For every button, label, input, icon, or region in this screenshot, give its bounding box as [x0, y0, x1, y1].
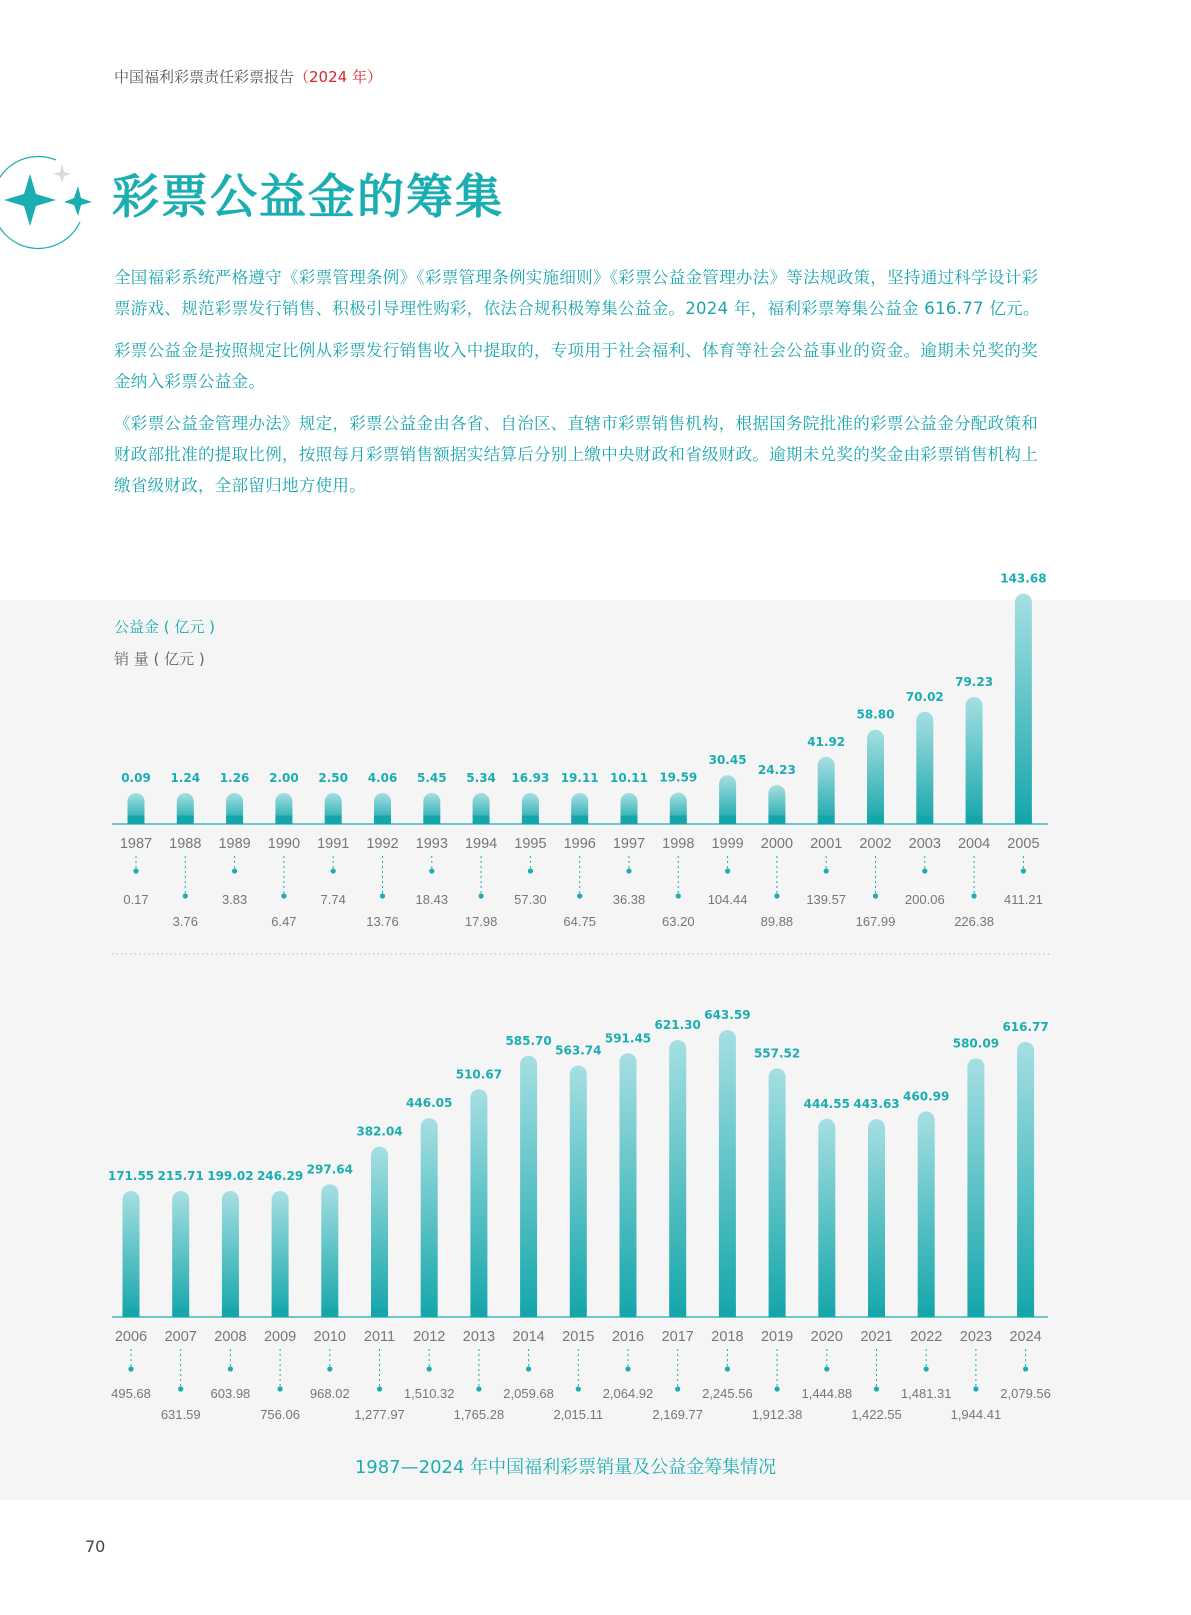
sales-value-label: 1,444.88 — [801, 1386, 853, 1401]
fund-bar — [1015, 594, 1032, 824]
chart-caption: 1987—2024 年中国福利彩票销量及公益金筹集情况 — [354, 1457, 777, 1478]
fund-bar — [867, 730, 884, 824]
year-label: 1987 — [119, 836, 153, 852]
year-label: 1996 — [563, 836, 596, 852]
sales-value-label: 1,481.31 — [900, 1386, 952, 1401]
sparkle-icon — [0, 152, 100, 262]
leader-dot — [183, 893, 188, 898]
fund-value-label: 616.77 — [1002, 1019, 1049, 1034]
year-label: 2023 — [959, 1329, 993, 1345]
fund-bar-base — [966, 816, 983, 825]
fund-bar — [520, 1056, 537, 1317]
year-label: 2022 — [910, 1329, 943, 1345]
sales-value-label: 968.02 — [309, 1386, 350, 1401]
sales-value-label: 2,169.77 — [652, 1407, 704, 1422]
fund-bar — [570, 1066, 587, 1317]
fund-value-label: 5.45 — [416, 771, 447, 785]
sales-value-label: 6.47 — [271, 914, 297, 929]
fund-value-label: 580.09 — [952, 1036, 1000, 1051]
sales-value-label: 2,245.56 — [702, 1386, 753, 1401]
year-label: 2000 — [760, 836, 794, 852]
sales-value-label: 64.75 — [563, 914, 596, 929]
year-label: 1995 — [514, 836, 547, 852]
year-label: 2003 — [908, 836, 941, 852]
year-label: 2014 — [512, 1329, 545, 1345]
fund-bar — [868, 1119, 885, 1317]
fund-bar-base — [470, 1309, 487, 1318]
leader-dot — [775, 1386, 780, 1391]
page-number: 70 — [85, 1537, 106, 1556]
leader-dot — [1021, 868, 1026, 873]
sales-value-label: 17.98 — [464, 914, 498, 929]
leader-dot — [577, 893, 582, 898]
running-header-year: （2024 年） — [294, 68, 382, 86]
leader-dot — [128, 1366, 133, 1371]
year-label: 2007 — [164, 1329, 197, 1345]
year-label: 2018 — [711, 1329, 744, 1345]
leader-dot — [873, 893, 878, 898]
sales-value-label: 18.43 — [415, 892, 449, 907]
fund-bar-base — [818, 1309, 835, 1318]
sales-value-label: 63.20 — [662, 914, 695, 929]
year-label: 2005 — [1007, 836, 1040, 852]
fund-value-label: 382.04 — [356, 1124, 403, 1139]
sales-value-label: 200.06 — [904, 892, 945, 907]
paragraph: 《彩票公益金管理办法》规定，彩票公益金由各省、自治区、直辖市彩票销售机构，根据国务院批准的彩票公益金分配政策和财政部批准的提取比例，按照每月彩票销售额据实结算后分别上缴中央财政和省级财政。逾期未兑奖的奖金由彩票销售机构上缴省级财政，全部留归地方使用。 — [114, 414, 1038, 495]
fund-bar — [272, 1191, 289, 1317]
fund-bar-base — [571, 816, 588, 825]
leader-dot — [278, 1386, 283, 1391]
fund-bar-base — [1017, 1309, 1034, 1318]
fund-bar-base — [768, 816, 785, 825]
fund-bar-base — [967, 1309, 984, 1318]
sales-value-label: 104.44 — [707, 892, 748, 907]
body-text — [114, 262, 1052, 512]
year-label: 1997 — [612, 836, 646, 852]
fund-value-label: 621.30 — [654, 1017, 701, 1032]
leader-dot — [327, 1366, 332, 1371]
fund-bar-base — [916, 816, 933, 825]
leader-dot — [824, 868, 829, 873]
fund-bar-base — [421, 1309, 438, 1318]
leader-dot — [331, 868, 336, 873]
sales-value-label: 3.83 — [221, 892, 248, 907]
sales-value-label: 2,059.68 — [503, 1386, 554, 1401]
sales-value-label: 13.76 — [366, 914, 399, 929]
leader-dot — [924, 1366, 929, 1371]
leader-dot — [377, 1386, 382, 1391]
sales-value-label: 1,422.55 — [851, 1407, 902, 1422]
fund-value-label: 643.59 — [704, 1008, 751, 1022]
fund-bar-base — [520, 1309, 537, 1318]
leader-dot — [476, 1386, 481, 1391]
fund-bar — [620, 1053, 637, 1317]
fund-bar — [222, 1191, 239, 1317]
sales-value-label: 167.99 — [855, 914, 896, 929]
fund-bar-base — [272, 1309, 289, 1318]
sales-value-label: 1,510.32 — [403, 1386, 455, 1401]
fund-value-label: 297.64 — [306, 1162, 353, 1177]
fund-value-label: 510.67 — [455, 1067, 503, 1082]
year-label: 2016 — [611, 1329, 645, 1345]
legend-sales-label: 销 量 ( 亿元 ) — [114, 650, 205, 668]
leader-dot — [973, 1386, 978, 1391]
year-label: 2013 — [462, 1329, 496, 1345]
fund-value-label: 19.59 — [659, 770, 698, 785]
fund-bar — [669, 1040, 686, 1317]
leader-dot — [676, 893, 681, 898]
leader-dot — [774, 893, 779, 898]
year-label: 2001 — [810, 836, 843, 852]
fund-bar — [123, 1191, 140, 1317]
running-header-title: 中国福利彩票责任彩票报告 — [114, 68, 295, 86]
sales-value-label: 7.74 — [320, 892, 346, 907]
sales-value-label: 1,765.28 — [453, 1407, 505, 1422]
fund-value-label: 557.52 — [753, 1046, 801, 1061]
fund-value-label: 171.55 — [107, 1169, 155, 1183]
paragraph: 全国福彩系统严格遵守《彩票管理条例》《彩票管理条例实施细则》《彩票公益金管理办法》等法规政策，坚持通过科学设计彩票游戏、规范彩票发行销售、积极引导理性购彩，依法合规积极筹集公益金。2024 年，福利彩票筹集公益金 616.77 亿元。 — [114, 268, 1040, 318]
leader-dot — [675, 1386, 680, 1391]
leader-dot — [625, 1366, 630, 1371]
fund-bar-base — [177, 816, 194, 825]
fund-bar-base — [868, 1309, 885, 1318]
fund-value-label: 30.45 — [708, 753, 747, 768]
fund-value-label: 1.26 — [219, 771, 250, 785]
fund-bar-base — [172, 1309, 189, 1318]
fund-bar-base — [123, 1309, 140, 1318]
year-label: 2015 — [562, 1329, 595, 1345]
fund-value-label: 19.11 — [560, 771, 599, 785]
fund-bar — [818, 757, 835, 824]
year-label: 2010 — [313, 1329, 346, 1345]
fund-bar — [421, 1118, 438, 1317]
year-label: 2024 — [1009, 1329, 1042, 1345]
leader-dot — [725, 868, 730, 873]
fund-bar-base — [621, 816, 638, 825]
fund-value-label: 246.29 — [256, 1169, 304, 1183]
fund-bar-base — [522, 816, 539, 825]
year-label: 2008 — [214, 1329, 247, 1345]
fund-bar-base — [226, 816, 243, 825]
year-label: 1999 — [711, 836, 744, 852]
fund-bar-base — [325, 816, 342, 825]
fund-bar-base — [321, 1309, 338, 1318]
fund-bar — [916, 712, 933, 824]
fund-bar — [769, 1068, 786, 1317]
sales-value-label: 1,944.41 — [950, 1407, 1002, 1422]
fund-value-label: 591.45 — [604, 1031, 652, 1046]
leader-dot — [528, 868, 533, 873]
fund-bar — [321, 1184, 338, 1317]
fund-value-label: 215.71 — [157, 1169, 204, 1183]
fund-bar — [172, 1191, 189, 1317]
leader-dot — [228, 1366, 233, 1371]
year-label: 1989 — [218, 836, 251, 852]
leader-dot — [232, 868, 237, 873]
year-label: 2019 — [760, 1329, 794, 1345]
fund-value-label: 70.02 — [905, 689, 944, 704]
year-label: 2002 — [859, 836, 892, 852]
legend-fund-label: 公益金 ( 亿元 ) — [114, 618, 216, 636]
fund-bar-base — [275, 816, 292, 825]
sales-value-label: 36.38 — [612, 892, 646, 907]
fund-value-label: 460.99 — [903, 1089, 950, 1104]
sales-value-label: 411.21 — [1004, 892, 1043, 907]
sales-value-label: 139.57 — [806, 892, 847, 907]
fund-value-label: 5.34 — [466, 771, 496, 785]
fund-value-label: 0.09 — [121, 771, 151, 785]
year-label: 1988 — [169, 836, 202, 852]
fund-value-label: 4.06 — [367, 771, 398, 785]
year-label: 1990 — [267, 836, 301, 852]
sales-value-label: 226.38 — [954, 914, 994, 929]
fund-value-label: 143.68 — [1000, 571, 1047, 586]
leader-dot — [380, 893, 385, 898]
leader-dot — [626, 868, 631, 873]
leader-dot — [526, 1366, 531, 1371]
sales-value-label: 2,015.11 — [553, 1407, 604, 1422]
year-label: 2021 — [860, 1329, 893, 1345]
fund-value-label: 444.55 — [803, 1096, 850, 1111]
running-header — [114, 66, 382, 87]
fund-value-label: 1.24 — [170, 771, 201, 785]
year-label: 2004 — [957, 836, 991, 852]
year-label: 1993 — [415, 836, 448, 852]
leader-dot — [922, 868, 927, 873]
page-title: 彩票公益金的筹集 — [112, 170, 504, 225]
sales-value-label: 3.76 — [172, 914, 198, 929]
fund-value-label: 16.93 — [511, 771, 550, 785]
leader-dot — [427, 1366, 432, 1371]
fund-bar-base — [222, 1309, 239, 1318]
fund-value-label: 24.23 — [757, 763, 796, 778]
fund-bar — [371, 1147, 388, 1317]
fund-value-label: 443.63 — [853, 1097, 900, 1112]
year-label: 2006 — [114, 1329, 148, 1345]
year-label: 2012 — [413, 1329, 446, 1345]
fund-value-label: 2.50 — [318, 771, 349, 785]
sales-value-label: 57.30 — [514, 892, 547, 907]
fund-bar-base — [473, 816, 490, 825]
fund-bar-base — [670, 816, 687, 825]
fund-value-label: 199.02 — [207, 1169, 254, 1183]
leader-dot — [576, 1386, 581, 1391]
year-label: 1992 — [366, 836, 399, 852]
fund-value-label: 563.74 — [555, 1043, 602, 1058]
fund-bar-base — [719, 816, 736, 825]
fund-bar-base — [867, 816, 884, 825]
leader-dot — [281, 893, 286, 898]
fund-bar-base — [918, 1309, 935, 1318]
year-label: 2011 — [363, 1329, 396, 1345]
leader-dot — [479, 893, 484, 898]
fund-bar — [470, 1089, 487, 1317]
sales-value-label: 2,064.92 — [602, 1386, 654, 1401]
fund-value-label: 41.92 — [807, 734, 846, 749]
fund-bar-base — [620, 1309, 637, 1318]
sales-value-label: 603.98 — [210, 1386, 251, 1401]
year-label: 2020 — [810, 1329, 843, 1345]
fund-value-label: 58.80 — [856, 707, 895, 722]
fund-bar-base — [374, 816, 391, 825]
leader-dot — [429, 868, 434, 873]
fund-bar-base — [1015, 816, 1032, 825]
leader-dot — [1023, 1366, 1028, 1371]
fund-bar — [719, 1030, 736, 1317]
fund-bar-base — [423, 816, 440, 825]
fund-bar — [967, 1058, 984, 1317]
lottery-bar-chart — [0, 571, 1191, 1440]
fund-bar-base — [371, 1309, 388, 1318]
leader-dot — [874, 1386, 879, 1391]
sales-value-label: 1,912.38 — [751, 1407, 803, 1422]
sales-value-label: 89.88 — [760, 914, 794, 929]
sales-value-label: 1,277.97 — [354, 1407, 405, 1422]
fund-bar-base — [719, 1309, 736, 1318]
fund-bar — [918, 1111, 935, 1317]
year-label: 2017 — [661, 1329, 694, 1345]
fund-bar — [1017, 1042, 1034, 1317]
sales-value-label: 495.68 — [111, 1386, 151, 1401]
sales-value-label: 631.59 — [160, 1407, 201, 1422]
year-label: 1994 — [464, 836, 498, 852]
fund-bar-base — [669, 1309, 686, 1318]
fund-value-label: 446.05 — [406, 1096, 453, 1111]
leader-dot — [178, 1386, 183, 1391]
leader-dot — [824, 1366, 829, 1371]
fund-value-label: 10.11 — [610, 771, 648, 785]
leader-dot — [725, 1366, 730, 1371]
fund-bar-base — [769, 1309, 786, 1318]
fund-bar — [818, 1119, 835, 1317]
fund-value-label: 79.23 — [955, 675, 994, 689]
sales-value-label: 2,079.56 — [1000, 1386, 1051, 1401]
sales-value-label: 756.06 — [260, 1407, 300, 1422]
fund-value-label: 2.00 — [269, 771, 299, 785]
fund-bar-base — [570, 1309, 587, 1318]
leader-dot — [972, 893, 977, 898]
leader-dot — [133, 868, 138, 873]
fund-value-label: 585.70 — [505, 1033, 552, 1048]
year-label: 1998 — [662, 836, 695, 852]
year-label: 1991 — [317, 836, 350, 852]
paragraph: 彩票公益金是按照规定比例从彩票发行销售收入中提取的，专项用于社会福利、体育等社会公益事业的资金。逾期未兑奖的奖金纳入彩票公益金。 — [114, 341, 1038, 391]
year-label: 2009 — [263, 1329, 297, 1345]
fund-bar-base — [818, 816, 835, 825]
sales-value-label: 0.17 — [123, 892, 149, 907]
fund-bar-base — [128, 816, 145, 825]
fund-bar — [966, 697, 983, 824]
